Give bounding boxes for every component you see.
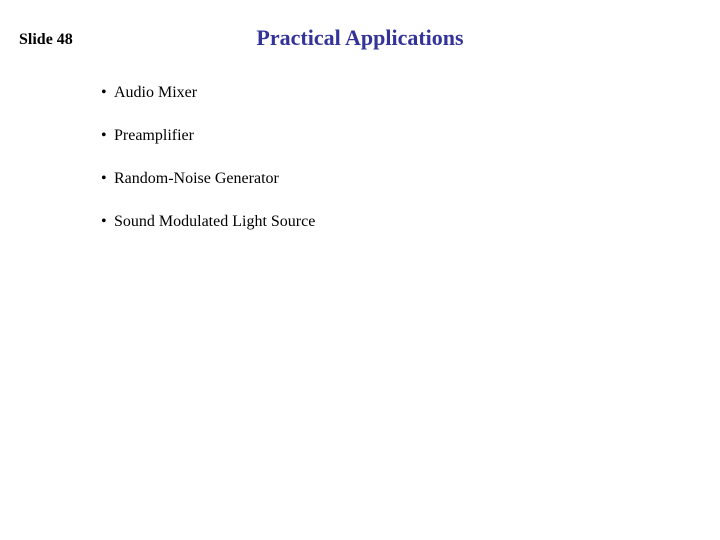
bullet-item: [101, 126, 315, 146]
slide-title: Practical Applications: [256, 25, 464, 50]
bullet-icon: •: [101, 127, 107, 144]
slide-number: Slide 48: [19, 31, 73, 48]
bullet-icon: •: [101, 213, 107, 230]
bullet-text: Audio Mixer: [114, 84, 198, 101]
bullet-text: Preamplifier: [114, 127, 194, 144]
bullet-text: Random-Noise Generator: [114, 170, 279, 187]
bullet-item: [101, 212, 315, 232]
bullet-icon: •: [101, 84, 107, 101]
bullet-item: [101, 169, 315, 189]
bullet-list: [101, 83, 315, 255]
bullet-item: [101, 83, 315, 103]
bullet-text: Sound Modulated Light Source: [114, 213, 316, 230]
bullet-icon: •: [101, 170, 107, 187]
